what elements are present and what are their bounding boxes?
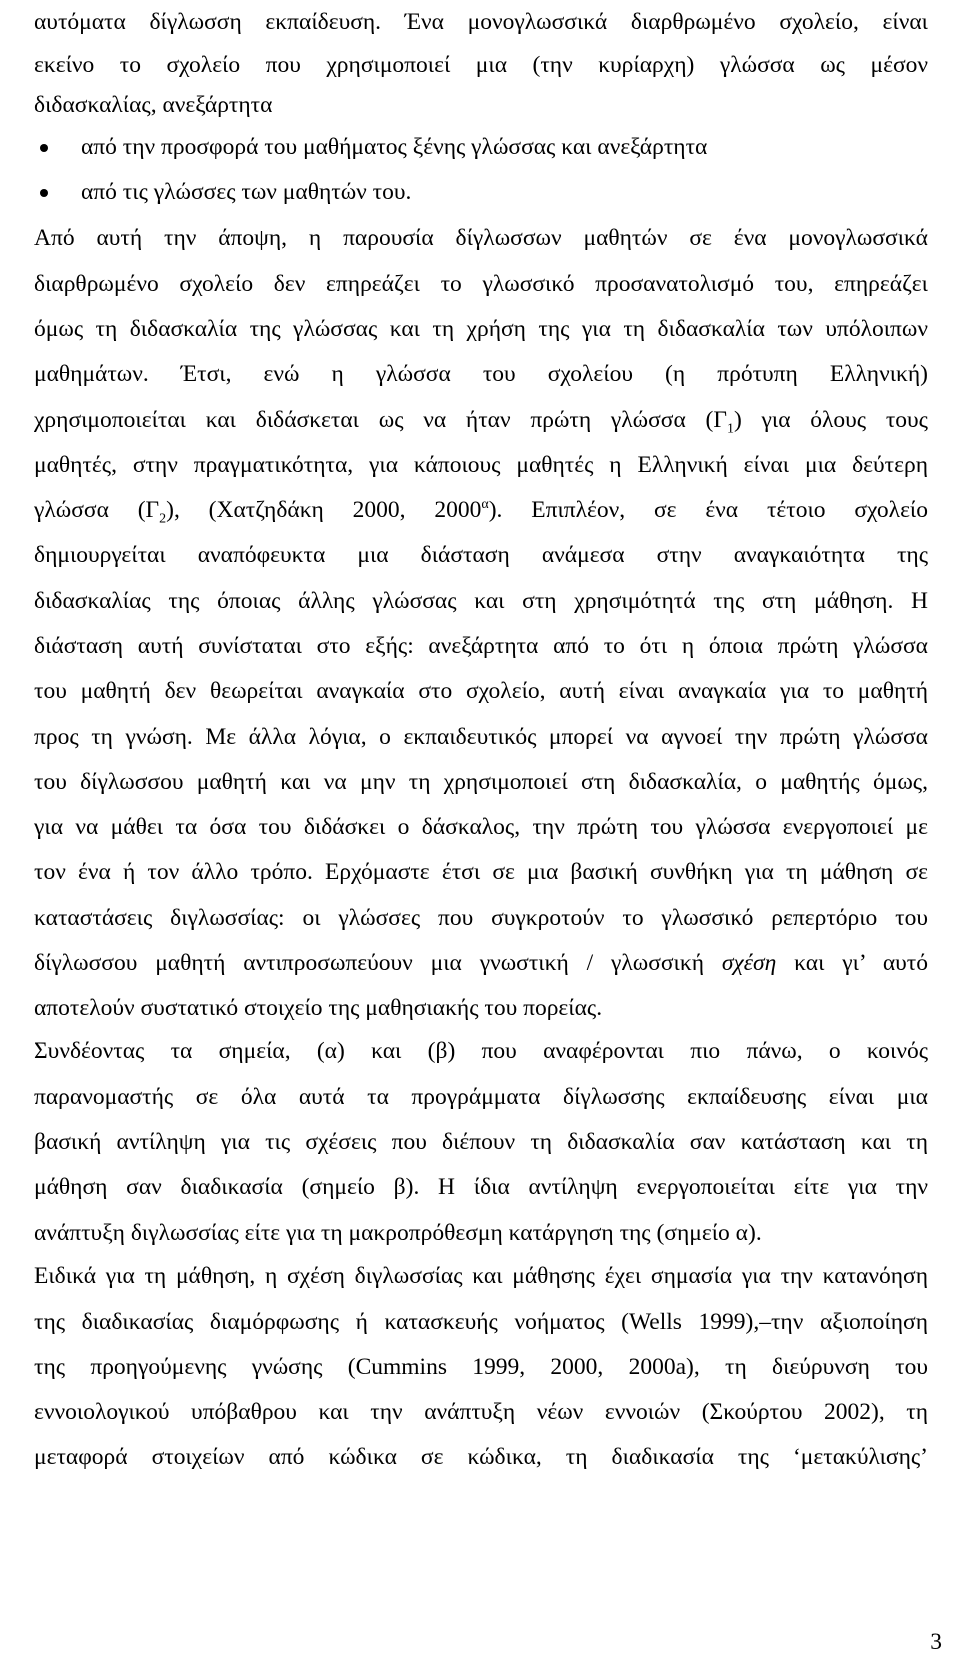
bullet-icon [40, 144, 48, 152]
text-line: μάθηση σαν διαδικασία (σημείο β). Η ίδια αντίληψη ενεργοποιείται είτε για την [34, 1174, 928, 1200]
bullet-text: από την προσφορά του μαθήματος ξένης γλώσσας και ανεξάρτητα [81, 134, 708, 160]
text-line: μεταφορά στοιχείων από κώδικα σε κώδικα, τη διαδικασία της ‘μετακύλισης’ [34, 1444, 928, 1470]
bullet-item [34, 172, 928, 212]
text-line-g2 [34, 490, 928, 530]
text-line: μαθητές, στην πραγματικότητα, για κάποιους μαθητές η Ελληνική είναι μια δεύτερη [34, 452, 928, 478]
text-line: εκείνο το σχολείο που χρησιμοποιεί μια (την κυρίαρχη) γλώσσα ως μέσον [34, 52, 928, 78]
text-line: της διαδικασίας διαμόρφωσης ή κατασκευής νοήματος (Wells 1999),–την αξιοποίηση [34, 1309, 928, 1335]
text-line: Ειδικά για τη μάθηση, η σχέση διγλωσσίας και μάθησης έχει σημασία για την κατανόηση [34, 1263, 928, 1289]
text-line: τον ένα ή τον άλλο τρόπο. Ερχόμαστε έτσι σε μια βασική συνθήκη για τη μάθηση σε [34, 859, 928, 885]
text-fragment: χρησιμοποιείται και διδάσκεται ως να ήταν πρώτη γλώσσα (Γ [34, 407, 727, 433]
text-fragment: ), (Χατζηδάκη 2000, 2000 [166, 497, 482, 523]
text-line: Συνδέοντας τα σημεία, (α) και (β) που αναφέρονται πιο πάνω, ο κοινός [34, 1038, 928, 1064]
text-line: Από αυτή την άποψη, η παρουσία δίγλωσσων μαθητών σε ένα μονογλωσσικά [34, 225, 928, 251]
page-number: 3 [930, 1629, 942, 1655]
bullet-icon [40, 189, 48, 197]
text-line: προς τη γνώση. Με άλλα λόγια, ο εκπαιδευτικός μπορεί να αγνοεί την πρώτη γλώσσα [34, 724, 928, 750]
text-fragment: και γι’ αυτό [776, 950, 928, 976]
italic-term: σχέση [721, 950, 777, 976]
text-line: όμως τη διδασκαλία της γλώσσας και τη χρήση της για τη διδασκαλία των υπόλοιπων [34, 316, 928, 342]
text-line: καταστάσεις διγλωσσίας: οι γλώσσες που συγκροτούν το γλωσσικό ρεπερτόριο του [34, 905, 928, 931]
text-line: παρανομαστής σε όλα αυτά τα προγράμματα δίγλωσσης εκπαίδευσης είναι μια [34, 1084, 928, 1110]
text-line: αυτόματα δίγλωσση εκπαίδευση. Ένα μονογλωσσικά διαρθρωμένο σχολείο, είναι [34, 9, 928, 35]
text-line: βασική αντίληψη για τις σχέσεις που διέπουν τη διδασκαλία σαν κατάσταση και τη [34, 1129, 928, 1155]
text-line-g1 [34, 400, 928, 440]
text-line: διδασκαλίας της όποιας άλλης γλώσσας και στη χρησιμότητά της στη μάθηση. Η [34, 588, 928, 614]
text-line: δημιουργείται αναπόφευκτα μια διάσταση ανάμεσα στην αναγκαιότητα της [34, 542, 928, 568]
text-line: της προηγούμενης γνώσης (Cummins 1999, 2000, 2000a), τη διεύρυνση του [34, 1354, 928, 1380]
text-line: διδασκαλίας, ανεξάρτητα [34, 92, 273, 118]
text-line: του δίγλωσσου μαθητή και να μην τη χρησιμοποιεί στη διδασκαλία, ο μαθητής όμως, [34, 769, 928, 795]
text-line: μαθημάτων. Έτσι, ενώ η γλώσσα του σχολείου (η πρότυπη Ελληνική) [34, 361, 928, 387]
superscript: α [481, 497, 489, 513]
text-line: διάσταση αυτή συνίσταται στο εξής: ανεξάρτητα από το ότι η όποια πρώτη γλώσσα [34, 633, 928, 659]
text-line: για να μάθει τα όσα του διδάσκει ο δάσκαλος, την πρώτη του γλώσσα ενεργοποιεί με [34, 814, 928, 840]
text-line: αποτελούν συστατικό στοιχείο της μαθησιακής του πορείας. [34, 995, 603, 1021]
text-line: του μαθητή δεν θεωρείται αναγκαία στο σχολείο, αυτή είναι αναγκαία για το μαθητή [34, 678, 928, 704]
subscript: 1 [726, 421, 734, 437]
text-fragment: γλώσσα (Γ [34, 497, 160, 523]
text-line: ανάπτυξη διγλωσσίας είτε για τη μακροπρόθεσμη κατάργηση της (σημείο α). [34, 1220, 762, 1246]
text-fragment: δίγλωσσου μαθητή αντιπροσωπεύουν μια γνωστική / γλωσσική [34, 950, 722, 976]
text-line-sxesi [34, 943, 928, 983]
text-line: εννοιολογικού υπόβαθρου και την ανάπτυξη νέων εννοιών (Σκούρτου 2002), τη [34, 1399, 928, 1425]
bullet-text: από τις γλώσσες των μαθητών του. [81, 179, 412, 205]
text-fragment: ). Επιπλέον, σε ένα τέτοιο σχολείο [488, 497, 929, 523]
subscript: 2 [159, 511, 167, 527]
text-fragment: ) για όλους τους [733, 407, 928, 433]
text-line: διαρθρωμένο σχολείο δεν επηρεάζει το γλωσσικό προσανατολισμό του, επηρεάζει [34, 271, 928, 297]
bullet-item [34, 127, 928, 167]
